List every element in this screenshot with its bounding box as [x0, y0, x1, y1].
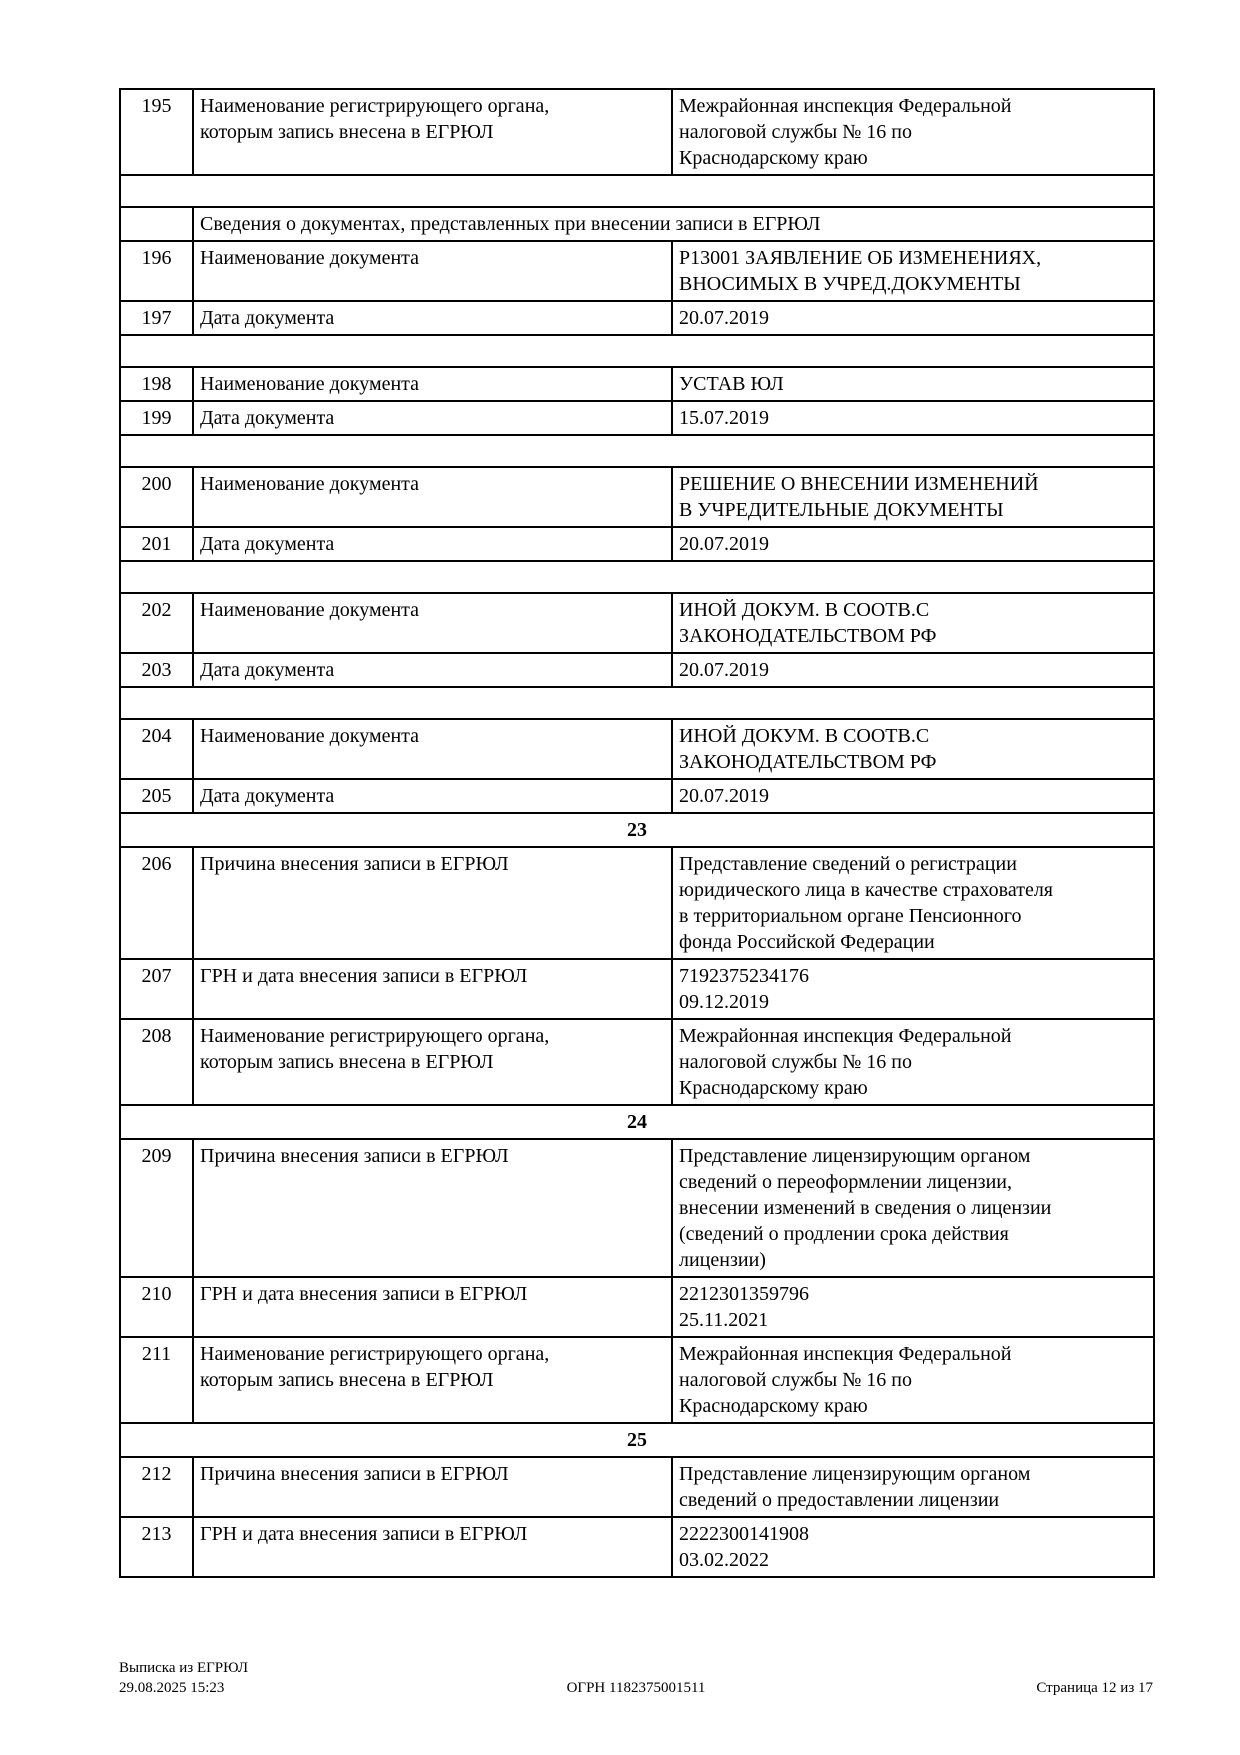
row-value [672, 1337, 1154, 1423]
row-value [672, 779, 1154, 813]
row-label [193, 401, 672, 435]
row-value [672, 1517, 1154, 1577]
row-value [672, 301, 1154, 335]
row-value [672, 527, 1154, 561]
text-line: ИНОЙ ДОКУМ. В СООТВ.С [679, 599, 930, 621]
spacer-row [120, 687, 1154, 719]
text-line: Наименование регистрирующего органа, [200, 1343, 550, 1365]
text-line: (сведений о продлении срока действия [679, 1223, 1009, 1245]
text-line: которым запись внесена в ЕГРЮЛ [200, 121, 494, 143]
table-row [120, 1517, 1154, 1577]
row-value [672, 719, 1154, 779]
text-line: ГРН и дата внесения записи в ЕГРЮЛ [200, 965, 528, 987]
row-number: 205 [120, 779, 193, 813]
table-row [120, 959, 1154, 1019]
text-line: Наименование документа [200, 725, 420, 747]
text-line: Причина внесения записи в ЕГРЮЛ [200, 853, 509, 875]
table-row [120, 1457, 1154, 1517]
row-number: 198 [120, 367, 193, 401]
text-line: сведений о переоформлении лицензии, [679, 1171, 1012, 1193]
row-label [193, 719, 672, 779]
footer-ogrn: ОГРН 1182375001511 [566, 1680, 706, 1696]
text-line: РЕШЕНИЕ О ВНЕСЕНИИ ИЗМЕНЕНИЙ [679, 473, 1039, 495]
text-line: Межрайонная инспекция Федеральной [679, 1343, 1012, 1365]
text-line: 20.07.2019 [679, 307, 769, 329]
text-line: Наименование документа [200, 473, 420, 495]
row-number: 202 [120, 593, 193, 653]
row-number: 203 [120, 653, 193, 687]
text-line: юридического лица в качестве страхователя [679, 879, 1054, 901]
row-number: 197 [120, 301, 193, 335]
row-label [193, 959, 672, 1019]
text-line: УСТАВ ЮЛ [679, 373, 784, 395]
footer-doc-title: Выписка из ЕГРЮЛ [119, 1660, 248, 1676]
row-number: 208 [120, 1019, 193, 1105]
text-line: Представление лицензирующим органом [679, 1463, 1031, 1485]
text-line: фонда Российской Федерации [679, 931, 935, 953]
row-label [193, 1019, 672, 1105]
table-row [120, 847, 1154, 959]
text-line: Представление сведений о регистрации [679, 853, 1017, 875]
page-footer [119, 1656, 1153, 1698]
text-line: в территориальном органе Пенсионного [679, 905, 1022, 927]
text-line: 20.07.2019 [679, 659, 769, 681]
spacer-row [120, 435, 1154, 467]
row-number: 200 [120, 467, 193, 527]
text-line: ГРН и дата внесения записи в ЕГРЮЛ [200, 1283, 528, 1305]
row-label [193, 1517, 672, 1577]
empty-number-cell [120, 207, 193, 241]
row-label [193, 527, 672, 561]
text-line: 09.12.2019 [679, 991, 769, 1013]
text-line: 25.11.2021 [679, 1309, 769, 1331]
row-number: 213 [120, 1517, 193, 1577]
table-row [120, 1019, 1154, 1105]
row-label [193, 89, 672, 175]
footer-datetime: 29.08.2025 15:23 [119, 1680, 225, 1696]
egrul-table-body [120, 89, 1154, 1577]
table-row [120, 1139, 1154, 1277]
row-value [672, 1457, 1154, 1517]
row-label [193, 1277, 672, 1337]
spacer-cell [120, 687, 1154, 719]
text-line: ВНОСИМЫХ В УЧРЕД.ДОКУМЕНТЫ [679, 273, 1021, 295]
row-label [193, 241, 672, 301]
text-line: которым запись внесена в ЕГРЮЛ [200, 1369, 494, 1391]
row-label [193, 301, 672, 335]
row-number: 196 [120, 241, 193, 301]
text-line: Р13001 ЗАЯВЛЕНИЕ ОБ ИЗМЕНЕНИЯХ, [679, 247, 1042, 269]
spacer-cell [120, 435, 1154, 467]
row-label [193, 593, 672, 653]
table-row [120, 527, 1154, 561]
text-line: сведений о предоставлении лицензии [679, 1489, 1000, 1511]
text-line: 15.07.2019 [679, 407, 769, 429]
text-line: которым запись внесена в ЕГРЮЛ [200, 1051, 494, 1073]
text-line: ГРН и дата внесения записи в ЕГРЮЛ [200, 1523, 528, 1545]
text-line: Межрайонная инспекция Федеральной [679, 95, 1012, 117]
section-number: 25 [120, 1423, 1154, 1457]
row-number: 211 [120, 1337, 193, 1423]
text-line: Краснодарскому краю [679, 147, 868, 169]
table-row [120, 401, 1154, 435]
section-number-row [120, 813, 1154, 847]
table-row [120, 89, 1154, 175]
table-row [120, 719, 1154, 779]
row-label [193, 1457, 672, 1517]
row-number: 199 [120, 401, 193, 435]
row-value [672, 593, 1154, 653]
text-line: налоговой службы № 16 по [679, 1369, 912, 1391]
section-header-text: Сведения о документах, представленных при внесении записи в ЕГРЮЛ [193, 207, 1154, 241]
text-line: налоговой службы № 16 по [679, 121, 912, 143]
row-number: 207 [120, 959, 193, 1019]
text-line: 20.07.2019 [679, 785, 769, 807]
row-value [672, 959, 1154, 1019]
spacer-cell [120, 561, 1154, 593]
footer-page-indicator: Страница 12 из 17 [1036, 1680, 1153, 1696]
text-line: лицензии) [679, 1249, 766, 1271]
row-value [672, 847, 1154, 959]
text-line: Краснодарскому краю [679, 1077, 868, 1099]
row-value [672, 401, 1154, 435]
text-line: 20.07.2019 [679, 533, 769, 555]
text-line: Дата документа [200, 533, 335, 555]
row-number: 209 [120, 1139, 193, 1277]
row-value [672, 1139, 1154, 1277]
section-number: 23 [120, 813, 1154, 847]
table-row [120, 301, 1154, 335]
spacer-cell [120, 335, 1154, 367]
text-line: 2222300141908 [679, 1523, 809, 1545]
text-line: внесении изменений в сведения о лицензии [679, 1197, 1052, 1219]
row-value [672, 1277, 1154, 1337]
row-value [672, 653, 1154, 687]
egrul-records-table [119, 88, 1155, 1578]
table-row [120, 467, 1154, 527]
text-line: 2212301359796 [679, 1283, 809, 1305]
text-line: Наименование документа [200, 373, 420, 395]
text-line: налоговой службы № 16 по [679, 1051, 912, 1073]
spacer-cell [120, 175, 1154, 207]
text-line: ЗАКОНОДАТЕЛЬСТВОМ РФ [679, 751, 937, 773]
text-line: Причина внесения записи в ЕГРЮЛ [200, 1145, 509, 1167]
table-row [120, 367, 1154, 401]
row-value [672, 1019, 1154, 1105]
text-line: Дата документа [200, 407, 335, 429]
row-number: 195 [120, 89, 193, 175]
table-row [120, 241, 1154, 301]
row-value [672, 467, 1154, 527]
spacer-row [120, 175, 1154, 207]
text-line: Представление лицензирующим органом [679, 1145, 1031, 1167]
text-line: В УЧРЕДИТЕЛЬНЫЕ ДОКУМЕНТЫ [679, 499, 1004, 521]
row-number: 212 [120, 1457, 193, 1517]
row-number: 201 [120, 527, 193, 561]
section-number-row [120, 1423, 1154, 1457]
row-number: 210 [120, 1277, 193, 1337]
text-line: Дата документа [200, 307, 335, 329]
row-label [193, 1337, 672, 1423]
text-line: Наименование регистрирующего органа, [200, 95, 550, 117]
text-line: Наименование документа [200, 599, 420, 621]
text-line: ЗАКОНОДАТЕЛЬСТВОМ РФ [679, 625, 937, 647]
text-line: 7192375234176 [679, 965, 809, 987]
section-header-row [120, 207, 1154, 241]
row-value [672, 241, 1154, 301]
table-row [120, 1337, 1154, 1423]
row-number: 204 [120, 719, 193, 779]
row-value [672, 89, 1154, 175]
row-label [193, 467, 672, 527]
row-label [193, 779, 672, 813]
table-row [120, 593, 1154, 653]
section-number: 24 [120, 1105, 1154, 1139]
row-value [672, 367, 1154, 401]
text-line: Наименование документа [200, 247, 420, 269]
row-label [193, 367, 672, 401]
text-line: Наименование регистрирующего органа, [200, 1025, 550, 1047]
text-line: Межрайонная инспекция Федеральной [679, 1025, 1012, 1047]
row-label [193, 847, 672, 959]
text-line: 03.02.2022 [679, 1549, 769, 1571]
text-line: Краснодарскому краю [679, 1395, 868, 1417]
table-row [120, 779, 1154, 813]
spacer-row [120, 561, 1154, 593]
text-line: Причина внесения записи в ЕГРЮЛ [200, 1463, 509, 1485]
spacer-row [120, 335, 1154, 367]
section-number-row [120, 1105, 1154, 1139]
text-line: ИНОЙ ДОКУМ. В СООТВ.С [679, 725, 930, 747]
text-line: Дата документа [200, 785, 335, 807]
row-label [193, 653, 672, 687]
row-label [193, 1139, 672, 1277]
row-number: 206 [120, 847, 193, 959]
table-row [120, 1277, 1154, 1337]
table-row [120, 653, 1154, 687]
text-line: Дата документа [200, 659, 335, 681]
